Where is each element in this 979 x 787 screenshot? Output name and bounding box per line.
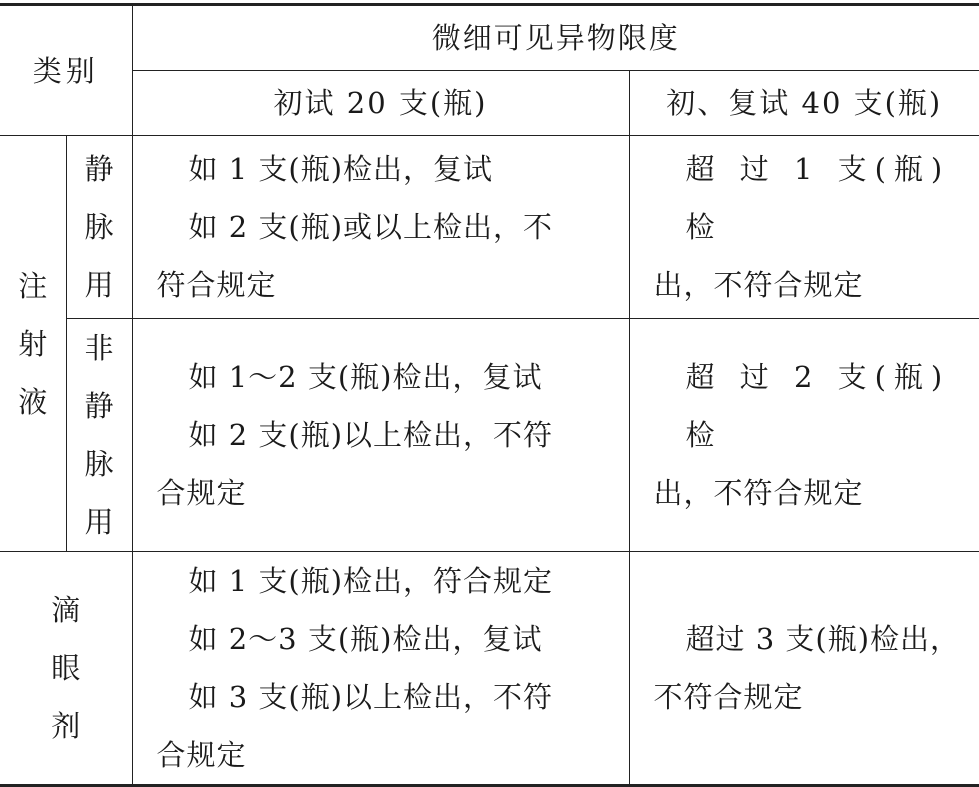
non-iv-label	[66, 319, 132, 552]
category-header-text: 类别	[32, 53, 99, 88]
eye-drops-initial-line: 合规定	[156, 738, 247, 772]
non-iv-label-char: 脉	[84, 447, 114, 481]
non-iv-initial-line: 如 2 支(瓶)以上检出，不符	[188, 418, 554, 452]
iv-retest-line: 出，不符合规定	[653, 268, 864, 302]
row-injection-iv	[0, 136, 979, 319]
non-iv-label-char: 静	[84, 389, 114, 423]
injection-label-char: 射	[18, 326, 48, 361]
retest-header	[629, 71, 979, 136]
iv-initial-line: 符合规定	[156, 268, 277, 302]
row-eye-drops	[0, 552, 979, 786]
iv-initial-line: 如 2 支(瓶)或以上检出，不	[188, 210, 554, 244]
eye-drops-initial-line: 如 3 支(瓶)以上检出，不符	[188, 680, 554, 714]
header-row-1	[0, 5, 979, 71]
eye-drops-label-char: 剂	[51, 709, 81, 743]
header-row-2	[0, 71, 979, 136]
eye-drops-retest-line: 超过 3 支(瓶)检出，	[685, 622, 961, 656]
iv-initial-cell	[132, 136, 629, 319]
eye-drops-label-char: 眼	[51, 651, 81, 685]
injection-label	[0, 136, 66, 552]
non-iv-retest-line: 出，不符合规定	[653, 476, 864, 510]
eye-drops-initial-cell	[132, 552, 629, 786]
iv-label-char: 静	[84, 152, 114, 186]
eye-drops-retest-line: 不符合规定	[653, 680, 804, 714]
retest-header-text: 初、复试 40 支(瓶)	[666, 86, 943, 120]
non-iv-initial-cell	[132, 319, 629, 552]
eye-drops-initial-line: 如 1 支(瓶)检出，符合规定	[188, 564, 554, 598]
non-iv-retest-cell	[629, 319, 979, 552]
initial-test-header-text: 初试 20 支(瓶)	[273, 86, 488, 120]
eye-drops-label-char: 滴	[51, 593, 81, 627]
initial-test-header	[132, 71, 629, 136]
non-iv-initial-line: 如 1～2 支(瓶)检出，复试	[188, 360, 543, 394]
non-iv-initial-line: 合规定	[156, 476, 247, 510]
injection-label-char: 液	[18, 384, 48, 419]
limit-header-text: 微细可见异物限度	[431, 21, 680, 55]
eye-drops-initial-line: 如 2～3 支(瓶)检出，复试	[188, 622, 543, 656]
limit-header	[132, 5, 979, 71]
category-header	[0, 5, 132, 136]
non-iv-label-char: 非	[84, 331, 114, 365]
injection-label-char: 注	[18, 268, 48, 303]
row-injection-non-iv	[0, 319, 979, 552]
eye-drops-label	[0, 552, 132, 786]
iv-label-char: 脉	[84, 210, 114, 244]
non-iv-retest-line: 超 过 2 支(瓶)检	[685, 360, 951, 452]
iv-initial-line: 如 1 支(瓶)检出，复试	[188, 152, 494, 186]
iv-retest-cell	[629, 136, 979, 319]
iv-label-char: 用	[84, 268, 114, 302]
iv-retest-line: 超 过 1 支(瓶)检	[685, 152, 951, 244]
visible-particle-limit-table	[0, 3, 979, 787]
non-iv-label-char: 用	[84, 505, 114, 539]
eye-drops-retest-cell	[629, 552, 979, 786]
iv-label	[66, 136, 132, 319]
